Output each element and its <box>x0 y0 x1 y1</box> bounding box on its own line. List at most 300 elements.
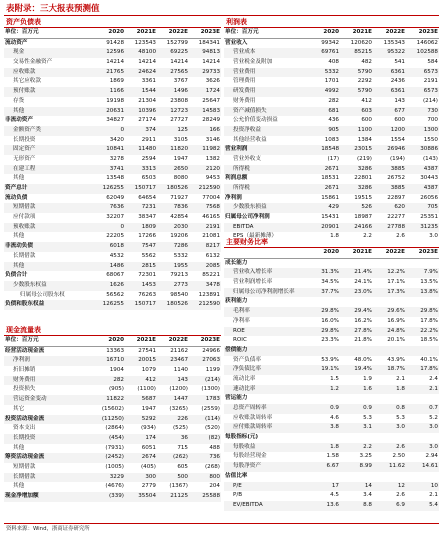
row-label: 长期借款 <box>13 473 36 480</box>
row-value: 69225 <box>170 49 188 56</box>
balance-sheet-title: 资产负债表 <box>4 17 221 28</box>
table-row <box>224 203 439 213</box>
row-value: 2.1 <box>396 375 405 382</box>
row-value: (339) <box>108 493 124 499</box>
row-value: 14214 <box>138 59 156 66</box>
row-value: 3.1 <box>363 424 372 431</box>
row-value: (268) <box>204 463 220 470</box>
row-value: 31235 <box>420 223 438 230</box>
row-value: 0.8 <box>396 405 405 411</box>
row-label: 长期借款 <box>13 252 36 259</box>
row-value: 3278 <box>109 155 124 162</box>
row-value: 1.2 <box>330 385 339 392</box>
row-value: 2671 <box>324 185 339 191</box>
row-label: 存货 <box>13 97 25 104</box>
row-label: 预收账款 <box>13 223 36 230</box>
row-value: 0.9 <box>363 405 372 411</box>
row-value: 23015 <box>354 146 372 153</box>
row-value: 3.0 <box>429 424 438 431</box>
year-header: 2020 <box>108 337 124 343</box>
row-value: 25647 <box>202 97 220 104</box>
table-header-row <box>4 28 221 39</box>
row-value: 5562 <box>141 252 156 259</box>
year-header: 2020 <box>323 249 339 255</box>
row-value: 20901 <box>321 223 339 230</box>
row-value: 31.3% <box>321 269 339 276</box>
table-row <box>224 87 439 97</box>
row-value: 7.9% <box>423 269 438 276</box>
row-value: 17266 <box>138 233 156 240</box>
table-row <box>224 462 439 472</box>
row-value: 2.50 <box>392 453 405 460</box>
row-label: 其他经营收益 <box>233 136 267 143</box>
row-value: 705 <box>427 204 438 211</box>
row-label: 总资产周转率 <box>233 405 267 411</box>
row-value: 1496 <box>173 88 188 95</box>
table-row <box>224 136 439 146</box>
table-row <box>224 433 439 443</box>
row-value: 1486 <box>109 262 124 269</box>
table-row <box>4 291 221 301</box>
row-label: 应付账款周转率 <box>233 424 273 431</box>
row-value: 27727 <box>170 117 188 124</box>
table-row <box>224 346 439 356</box>
row-label: 资产负债率 <box>233 356 261 363</box>
table-row <box>224 97 439 107</box>
row-label: 营业利润 <box>225 146 248 153</box>
row-value: 135343 <box>383 39 405 46</box>
table-row <box>224 423 439 433</box>
row-label: 财务费用 <box>13 376 36 383</box>
row-value: 14583 <box>202 107 220 114</box>
table-row <box>224 443 439 453</box>
row-value: 11.62 <box>388 463 405 470</box>
row-label: 负债合计 <box>5 272 28 279</box>
row-value: 7547 <box>141 243 156 250</box>
row-value: (520) <box>204 425 220 432</box>
row-value: 24624 <box>138 68 156 75</box>
table-row <box>4 482 221 492</box>
row-value: 43.9% <box>387 356 405 363</box>
table-row <box>224 452 439 462</box>
table-row <box>4 385 221 395</box>
table-row <box>224 155 439 165</box>
row-label: 成长能力 <box>225 259 248 266</box>
row-value: 482 <box>361 59 372 66</box>
page-title: 表附录：三大报表预测值 <box>6 4 100 14</box>
row-value: 8080 <box>173 175 188 182</box>
year-header: 2021E <box>136 29 156 35</box>
row-value: (262) <box>172 454 188 461</box>
table-row <box>4 415 221 425</box>
row-value: 1300 <box>423 126 438 133</box>
row-value: 120620 <box>350 39 372 46</box>
year-header: 2020 <box>108 29 124 35</box>
row-label: 应付款项 <box>13 214 36 221</box>
table-row <box>4 136 221 146</box>
row-value: 21.8% <box>354 337 372 344</box>
row-value: 1453 <box>141 281 156 288</box>
table-row <box>224 414 439 424</box>
row-label: 营业税金及附加 <box>233 59 273 66</box>
table-row <box>4 232 221 242</box>
table-row <box>4 453 221 463</box>
row-label: 其它 <box>13 405 25 412</box>
row-value: 3626 <box>205 78 220 85</box>
row-label: 现金净增加额 <box>5 493 39 499</box>
table-row <box>224 223 439 233</box>
table-row <box>4 492 221 502</box>
row-label: 应收账款 <box>13 68 36 75</box>
row-value: 8.99 <box>359 463 372 470</box>
row-value: 166 <box>209 126 220 133</box>
row-value: 2030 <box>173 223 188 230</box>
row-value: 0.9 <box>330 405 339 411</box>
row-value: 21162 <box>170 347 188 354</box>
year-header: 2022E <box>385 29 405 35</box>
row-value: 1200 <box>390 126 405 133</box>
row-value: 1783 <box>205 396 220 403</box>
row-value: 3885 <box>390 165 405 172</box>
row-value: 19206 <box>170 233 188 240</box>
row-value: 21765 <box>106 68 124 75</box>
row-value: 10841 <box>106 146 124 153</box>
table-row <box>4 376 221 386</box>
row-value: 2085 <box>205 262 220 269</box>
table-row <box>224 194 439 204</box>
row-value: 126255 <box>102 185 124 191</box>
row-value: 123891 <box>198 291 220 298</box>
row-value: 27565 <box>170 68 188 75</box>
row-label: 营运资金变动 <box>13 396 47 403</box>
row-label: 每股指标(元) <box>225 434 259 441</box>
row-label: ROIC <box>233 337 247 344</box>
row-value: 2436 <box>390 78 405 85</box>
row-label: 应收账款周转率 <box>233 414 273 421</box>
row-value: 1100 <box>357 126 372 133</box>
row-value: 7568 <box>205 204 220 211</box>
row-value: 125 <box>177 126 188 133</box>
table-row <box>224 126 439 136</box>
row-value: 10396 <box>138 107 156 114</box>
row-value: 2.2 <box>363 443 372 450</box>
row-value: 905 <box>328 126 339 133</box>
row-value: 0 <box>120 126 124 133</box>
row-value: 16.0% <box>321 317 339 324</box>
cash-flow-title: 现金流量表 <box>4 325 221 336</box>
row-value: 26752 <box>387 175 405 182</box>
row-value: 1626 <box>109 281 124 288</box>
table-row <box>4 126 221 136</box>
row-value: 6361 <box>390 88 405 95</box>
table-row <box>4 184 221 194</box>
row-value: 174 <box>145 434 156 441</box>
table-row <box>224 116 439 126</box>
row-value: 1955 <box>173 262 188 269</box>
table-row <box>224 58 439 68</box>
row-value: 7636 <box>109 204 124 211</box>
row-value: 4532 <box>109 252 124 259</box>
row-label: 所得税 <box>233 185 250 191</box>
row-label: 非流动资产 <box>5 117 33 124</box>
row-label: 净利率 <box>233 317 250 324</box>
row-value: 180526 <box>166 185 188 191</box>
table-row <box>224 356 439 366</box>
table-row <box>224 165 439 175</box>
row-value: 30886 <box>420 146 438 153</box>
row-value: 1544 <box>141 88 156 95</box>
row-label: 其它应收款 <box>13 78 41 85</box>
row-label: 获利能力 <box>225 298 248 305</box>
row-value: (11250) <box>101 415 124 422</box>
row-label: 其他 <box>13 483 25 490</box>
row-label: 负债和股东权益 <box>5 301 45 308</box>
row-value: 374 <box>145 126 156 133</box>
row-value: 8.8 <box>363 501 372 508</box>
table-row <box>4 87 221 97</box>
row-label: 毛利率 <box>233 308 250 315</box>
row-value: 12596 <box>106 49 124 56</box>
row-value: 27541 <box>138 347 156 354</box>
row-value: (219) <box>356 155 372 162</box>
row-value: 24.8% <box>387 327 405 334</box>
row-value: 48.0% <box>354 356 372 363</box>
row-value: 46165 <box>202 214 220 221</box>
row-value: 17.3% <box>387 288 405 295</box>
row-value: 29.8% <box>321 308 339 315</box>
row-value: 8217 <box>205 243 220 250</box>
row-value: 6361 <box>390 68 405 75</box>
row-value: 226 <box>177 415 188 422</box>
row-value: 35504 <box>138 493 156 499</box>
row-value: 20631 <box>106 107 124 114</box>
row-label: 归属母公司净利润增长率 <box>233 288 295 295</box>
row-value: 17.1% <box>387 279 405 286</box>
year-header: 2020 <box>323 29 339 35</box>
row-value: 1079 <box>141 367 156 374</box>
row-value: 3.0 <box>429 233 438 240</box>
row-value: 5.3 <box>396 414 405 421</box>
row-value: 18987 <box>354 214 372 221</box>
row-value: 3229 <box>109 473 124 480</box>
row-value: 23467 <box>170 357 188 364</box>
row-value: 1.8 <box>330 233 339 240</box>
row-value: 27063 <box>202 357 220 364</box>
row-value: 21125 <box>170 493 188 499</box>
table-row <box>224 327 439 337</box>
row-label: 长期投资 <box>13 434 36 441</box>
table-row <box>4 116 221 126</box>
row-label: 其他 <box>13 175 25 182</box>
row-value: 29.6% <box>387 308 405 315</box>
row-value: 25588 <box>202 493 220 499</box>
year-header: 2022E <box>168 29 188 35</box>
row-value: 1.9 <box>363 375 372 382</box>
row-label: 其他 <box>13 262 25 269</box>
row-value: 2773 <box>173 281 188 288</box>
title-rule <box>4 15 439 16</box>
row-value: (114) <box>204 415 220 422</box>
table-row <box>224 145 439 155</box>
row-label: 每股净资产 <box>233 463 261 470</box>
row-value: 11822 <box>106 396 124 403</box>
table-row <box>224 394 439 404</box>
table-row <box>4 145 221 155</box>
table-row <box>224 307 439 317</box>
row-label: EBITDA <box>233 223 254 230</box>
row-label: 归属母公司净利润 <box>225 214 270 221</box>
row-label: 其他 <box>13 233 25 240</box>
row-value: (15602) <box>101 405 124 412</box>
row-value: (2452) <box>105 454 124 461</box>
row-value: 412 <box>361 97 372 104</box>
table-row <box>224 317 439 327</box>
year-header: 2022E <box>168 337 188 343</box>
row-value: 1447 <box>173 396 188 403</box>
row-label: 少数股东权益 <box>13 281 47 288</box>
row-label: 净利润 <box>13 357 30 364</box>
row-label: P/B <box>233 492 243 499</box>
row-value: 11480 <box>138 146 156 153</box>
table-row <box>224 213 439 223</box>
row-value: 584 <box>427 59 438 66</box>
row-value: 22801 <box>354 175 372 182</box>
row-value: 34.5% <box>321 279 339 286</box>
row-value: 53.9% <box>321 356 339 363</box>
row-value: 2.6 <box>396 492 405 499</box>
row-value: 408 <box>328 59 339 66</box>
table-row <box>4 252 221 262</box>
row-value: 38347 <box>138 214 156 221</box>
row-value: 25351 <box>420 214 438 221</box>
row-label: EV/EBITDA <box>233 501 263 508</box>
row-value: 29.8% <box>420 308 438 315</box>
row-value: 2191 <box>423 78 438 85</box>
row-value: 184341 <box>198 39 220 46</box>
table-row <box>4 444 221 454</box>
row-label: 公允价值变动损益 <box>233 117 278 124</box>
row-value: 12 <box>397 482 405 489</box>
row-value: 27.8% <box>354 327 372 334</box>
row-value: 1199 <box>205 367 220 374</box>
row-value: 1384 <box>357 136 372 143</box>
year-header: 2021E <box>352 29 372 35</box>
row-label: 营业成本 <box>233 49 256 56</box>
row-value: 71927 <box>170 194 188 201</box>
year-header: 2021E <box>352 249 372 255</box>
row-value: 700 <box>427 117 438 124</box>
row-value: 18531 <box>321 175 339 182</box>
row-label: 现金 <box>13 49 25 56</box>
table-row <box>224 184 439 194</box>
table-row <box>224 336 439 346</box>
row-value: 1554 <box>390 136 405 143</box>
row-label: 其他 <box>13 107 25 114</box>
row-value: 123543 <box>134 39 156 46</box>
row-value: 10 <box>430 482 438 489</box>
row-value: 13548 <box>106 175 124 182</box>
row-value: 2650 <box>173 165 188 172</box>
row-value: 2674 <box>141 454 156 461</box>
row-value: 69761 <box>321 49 339 56</box>
table-row <box>224 404 439 414</box>
row-value: 15431 <box>321 214 339 221</box>
row-value: 22.2% <box>420 327 438 334</box>
row-value: 603 <box>361 107 372 114</box>
row-value: 16.2% <box>354 317 372 324</box>
row-value: 13363 <box>106 347 124 354</box>
table-row <box>224 375 439 385</box>
table-row <box>224 278 439 288</box>
row-label: 资产减值损失 <box>233 107 267 114</box>
row-value: 6573 <box>423 68 438 75</box>
row-value: 1.8 <box>330 443 339 450</box>
row-value: (1367) <box>169 483 188 490</box>
row-value: 730 <box>427 107 438 114</box>
table-row <box>224 385 439 395</box>
row-value: 5790 <box>357 88 372 95</box>
row-value: 6018 <box>109 243 124 250</box>
row-label: EPS（最新摊薄） <box>233 233 278 240</box>
row-value: 5332 <box>324 68 339 75</box>
row-label: 净利润 <box>225 194 242 201</box>
row-label: 营业费用 <box>233 68 256 75</box>
row-label: 其他 <box>13 444 25 451</box>
source-note: 资料来源：Wind，浙商证券研究所 <box>6 526 90 532</box>
row-value: 12.2% <box>387 269 405 276</box>
row-value: 488 <box>209 444 220 451</box>
row-value: 6503 <box>141 175 156 182</box>
row-label: 资产总计 <box>5 185 28 191</box>
row-label: 长期投资 <box>13 136 36 143</box>
row-label: 所得税 <box>233 165 250 172</box>
row-value: 19.4% <box>354 366 372 373</box>
row-value: 3741 <box>109 165 124 172</box>
table-row <box>4 58 221 68</box>
table-row <box>4 271 221 281</box>
table-row <box>4 223 221 233</box>
row-value: 15861 <box>321 194 339 201</box>
row-value: 28249 <box>202 117 220 124</box>
row-value: 6573 <box>423 88 438 95</box>
row-value: 436 <box>328 117 339 124</box>
row-label: 营业收入 <box>225 39 248 46</box>
row-value: 2292 <box>357 78 372 85</box>
table-header-row <box>224 248 439 259</box>
row-value: 212590 <box>198 185 220 191</box>
row-value: 12723 <box>170 107 188 114</box>
row-value: 72301 <box>138 272 156 279</box>
row-value: 3.4 <box>363 492 372 499</box>
table-row <box>224 501 439 511</box>
row-value: 1701 <box>324 78 339 85</box>
row-value: 79213 <box>170 272 188 279</box>
row-value: 2671 <box>324 165 339 172</box>
row-label: 短期借款 <box>13 204 36 211</box>
row-value: 18548 <box>321 146 339 153</box>
table-row <box>4 434 221 444</box>
row-value: 526 <box>361 204 372 211</box>
row-value: 5292 <box>141 415 156 422</box>
row-value: 5.4 <box>429 501 438 508</box>
table-row <box>4 356 221 366</box>
row-value: 6.67 <box>326 463 339 470</box>
row-label: 无形资产 <box>13 155 36 162</box>
row-value: 32207 <box>106 214 124 221</box>
row-value: 2594 <box>141 155 156 162</box>
row-value: (1005) <box>105 463 124 470</box>
row-value: 85221 <box>202 272 220 279</box>
